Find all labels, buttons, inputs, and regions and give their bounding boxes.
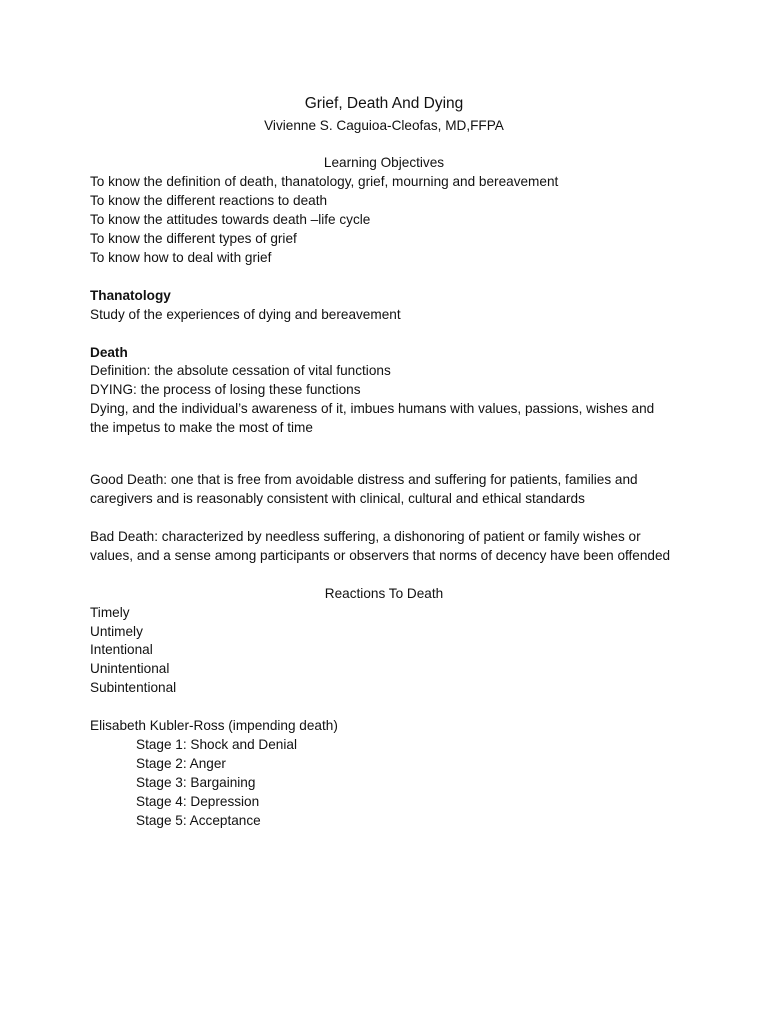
document-title: Grief, Death And Dying: [304, 95, 464, 112]
death-heading: Death: [90, 345, 128, 360]
reactions-heading: Reactions To Death: [324, 586, 444, 601]
reaction-item: Unintentional: [90, 661, 170, 676]
bad-death-line: Bad Death: characterized by needless suffering, a dishonoring of patient or family wishes or: [90, 529, 641, 544]
thanatology-heading: Thanatology: [90, 288, 171, 303]
bad-death-line: values, and a sense among participants or observers that norms of decency have been offended: [90, 548, 671, 563]
reaction-item: Intentional: [90, 642, 153, 657]
reaction-item: Untimely: [90, 624, 143, 639]
objective-item: To know the attitudes towards death –life cycle: [90, 212, 371, 227]
stage-item: Stage 3: Bargaining: [136, 775, 256, 790]
reaction-item: Subintentional: [90, 680, 177, 695]
dying-paragraph-line: Dying, and the individual’s awareness of it, imbues humans with values, passions, wishes and: [90, 401, 655, 416]
death-definition: Definition: the absolute cessation of vital functions: [90, 363, 391, 378]
objective-item: To know the definition of death, thanatology, grief, mourning and bereavement: [90, 174, 559, 189]
objective-item: To know how to deal with grief: [90, 250, 272, 265]
document-author: Vivienne S. Caguioa-Cleofas, MD,FFPA: [264, 118, 504, 133]
dying-paragraph-line: the impetus to make the most of time: [90, 420, 313, 435]
stage-item: Stage 1: Shock and Denial: [136, 737, 297, 752]
dying-definition: DYING: the process of losing these functions: [90, 382, 361, 397]
good-death-line: Good Death: one that is free from avoidable distress and suffering for patients, families and: [90, 472, 638, 487]
good-death-line: caregivers and is reasonably consistent with clinical, cultural and ethical standards: [90, 491, 585, 506]
objective-item: To know the different reactions to death: [90, 193, 328, 208]
kubler-ross-heading: Elisabeth Kubler-Ross (impending death): [90, 718, 338, 733]
reaction-item: Timely: [90, 605, 130, 620]
stage-item: Stage 2: Anger: [136, 756, 226, 771]
objective-item: To know the different types of grief: [90, 231, 297, 246]
learning-objectives-heading: Learning Objectives: [323, 155, 445, 170]
thanatology-text: Study of the experiences of dying and bereavement: [90, 307, 401, 322]
stage-item: Stage 5: Acceptance: [136, 813, 261, 828]
stage-item: Stage 4: Depression: [136, 794, 260, 809]
